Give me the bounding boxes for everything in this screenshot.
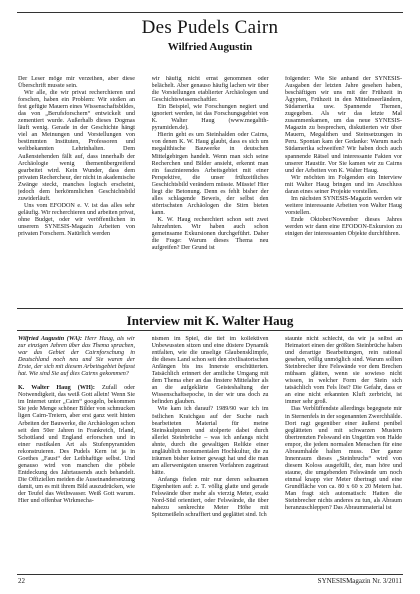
interview-paragraph: Anfangs fielen mir nur deren seltsamen Eigenheiten auf: z. T. völlig glatte und gerade Felswände über mehr als vierzig Meter, exakt Nord-Süd orientiert, oder Felswände, die über nahezu senkrechte Meter Höhe mit Spitzmeißeln schraffiert und geglättet sind. Ich — [151, 476, 269, 519]
article-paragraph: Der Leser möge mir verzeihen, aber diese Überschrift musste sein. — [18, 76, 135, 90]
interview-column-2 — [152, 336, 269, 569]
interview-column-3 — [285, 336, 402, 569]
journal-name: SYNESISMagazin Nr. 3/2011 — [317, 577, 402, 585]
article-column-1 — [18, 76, 135, 298]
interview-title: Interview mit K. Walter Haug — [126, 313, 294, 328]
section-rule — [17, 308, 403, 309]
article-columns — [18, 76, 402, 298]
answer-text: Zufall oder Notwendigkeit, das weiß Gott allein! Wenn Sie im Internet unter „Cairn“ googeln, bekommen Sie jede Menge schöner Bilder von schmucken ligen Cairn-Treiern, aber erst ganz weit hinten Arbeiten der Bauwerke, die Archäologen schon seit den 50er Jahren in Frankreich, Irland, Schottland und England erforschen und in einer rustikalen Art als Stufenpyramiden rekonstruieren. Des Pudels Kern ist ja in Goethes „Faust“ der Leibhaftige selbst. Und genauso wird von manchen die pöbele Entdeckung des Jahrtausends auch behandelt. Die Offiziellen meiden die Auseinandersetzung damit, um es mit ihrem Bild auszudrücken, wie der Teufel das Weihwasser. Weiß Gott warum. Hier und offenbar Wirkmecha- — [18, 385, 135, 505]
article-paragraph: wir häufig nicht ernst genommen oder belächelt. Aber genauso häufig lachen wir über die Vorstellungen etablierter Archäologen und Geschichtswissenschaftler. — [151, 76, 269, 104]
footer-rule — [17, 574, 403, 575]
page-number: 22 — [18, 577, 25, 585]
article-paragraph: K. W. Haug recherchiert schon seit zwei Jahrzehnten. Wir haben auch schon gemeinsame Exkursionen durchgeführt. Daher die Frage: Warum dieses Thema neu aufgreifen? Der Grund ist — [151, 216, 269, 252]
interview-question — [18, 336, 135, 378]
section-rule — [17, 330, 403, 331]
speaker-label: K. Walter Haug (WH): — [18, 385, 95, 392]
interview-paragraph: Wie kam ich darauf? 1989/90 war ich im östlichen Kraichgau auf der Suche nach bearbeiteten Material für meine Steinskulpturen und stolperte dabei durch allerlei Steinbrüche – was ich anfangs nicht ahnte, durch die gewaltigen Relikte einer ungläublich monumentalen Hochkultur, die zu träumen bisher keiner gewagt hat und die man am allerwenigsten unseren Vorfahren zugetraut hätte. — [151, 406, 269, 476]
interview-paragraph: nismen im Spiel, die tief im kollektiven Unbewussten sitzen und eine düstere Dynamik entfalten, wie die unselige Glaubensklimpfe, die dieses Land schon seit den zivilisatorischen Anfängen bis ins Innerste erschütterten. Tatsächlich erinnert der amtliche Umgang mit dem Thema eher an das finstere Mittelalter als an die aufgeklärte Geisteshaltung der Wissenschaftsepoche, in der wir uns doch zu befinden glauben. — [151, 336, 269, 406]
article-paragraph: folgender: Wie Sie anhand der SYNESIS-Ausgaben der letzten Jahre gesehen haben, beschäftigen wir uns mit der Frühzeit in Ägypten, Frühzeit in den Mittelmeerländern, Südamerika usw. Spannende Themen, zugegeben. Als wir das letzte Mal zusammenkamen, um das neue SYNESIS-Magazin zu besprechen, diskutierten wir über Mauern, Megalithen und Steinsetzungen in Peru. Spontan kam der Gedanke: Warum nach Südamerika schweifen? Wir haben doch auch spannende Rätsel und interessante Fakten vor unserer Haustür. Vor Sie kamen wir zu Cairns und der Arbeiten von K. Walter Haug. — [285, 76, 402, 174]
article-paragraph: Im nächsten SYNESIS-Magazin werden wir weitere interessante Arbeiten von Walter Haug vorstellen. — [285, 195, 402, 216]
speaker-label: Wilfried Augustin (WA): — [18, 336, 83, 342]
interview-columns — [18, 336, 402, 569]
interview-paragraph: Das Verblüffendste allerdings begegnete mir in Sternenfels in der sogenannten Zwerchhälde. Dort ragt gegenüber einer äußerst penibel geglätteten und mit schwarzen Mustern übertrenzten Felswand ein Ungetüm von Halde empor, die jedem normalen Menschen für eine Abraumhalde halten muss. Der ganze Innenraum dieses „Steinbruchs“ wird von diesem Koloss ausgefüllt, der, man höre und staune, die umgebenden Felswände um noch einmal knapp vier Meter übertragt und eine Grundfläche von ca. 80 x 60 x 20 Metern hat. Man fragt sich automatisch: Hatten die Steinbrecher nichts anderes zu tun, als Abraum heranzuschleppen? Das Abraummaterial ist — [285, 406, 402, 512]
article-paragraph: Ende Oktober/November dieses Jahres werden wir dann eine EFODON-Exkursion zu einigen der interessanten Objekte durchführen. — [285, 216, 402, 238]
article-column-3 — [285, 76, 402, 298]
article-paragraph: Wir möchten im Folgenden ein Interview mit Walter Haug bringen und im Anschluss daran eines seiner Projekte vorstellen. — [285, 174, 402, 195]
article-paragraph: Uns vom EFODON e. V. ist das alles sehr geläufig. Wir recherchieren und arbeiten privat, ohne Budget, oder wir veröffentlichen in unserem SYNESIS-Magazin Arbeiten von privaten Forschern. Natürlich werden — [18, 202, 135, 238]
interview-paragraph: staunte nicht schlecht, da wir ja selbst an Heimatort einen der größten Steinbrüche haben und derartige Bearbeitungen, rein rational gesehen, völlig unmöglich sind. Warum sollten Steinbrecher ihre Felswände vor dem Brechen mühsam glätten, wenn sie sowieso nicht wissen, in welcher Form der Stein sich tatsächlich vom Fels löst? Die Gefahr, dass er an eine nicht erkannten Kluft zerbricht, ist immer sehr groß. — [285, 336, 402, 406]
question-text: Herr Haug, als wir zur einzigen Jahren über das Thema sprachen, war das Gebiet der Cairnforschung in Deutschland noch neu und Sie waren der Erste, der sich mit diesem Arbeitsgebiet befasst hat. Wie sind Sie auf dies Cairns gekommen? — [18, 336, 135, 378]
interview-answer — [18, 385, 135, 505]
top-rule — [17, 12, 403, 13]
article-paragraph: Ein Beispiel, wie Forschungen negiert und ignoriert werden, ist das Forschungsgebiet von K. Walter Haug (www.megalith-pyramiden.de). — [151, 104, 269, 132]
article-paragraph: Wir alle, die wir privat recherchieren und forschen, haben ein Problem: Wir stoßen an fest gefügte Mauern eines Wissenschaftsbildes, das von „Berufsforschern“ entwickelt und zementiert wurde. Außerhalb dieses Dogmas läuft wenig. Gerade in der Geschichte hängt viel an Meinungen und Vorstellungen von bestimmten Instituten, Professoren und weltbekannten Lehrinhalten. Dem Außenstehenden fällt auf, dass innerhalb der Archäologie wenig themenübergreifend gearbeitet wird. Kein Wunder, dass dem privaten Rechercheur, der nicht in akademische Zwänge steckt, manches logisch erscheint, jedoch dem herkömmlichen Geschichtsbild zuwiderläuft. — [18, 90, 135, 202]
article-column-2 — [152, 76, 269, 298]
article-author: Wilfried Augustin — [167, 41, 253, 53]
article-title: Des Pudels Cairn — [141, 17, 279, 38]
article-paragraph: Hierin geht es um Steinhalden oder Cairns, von denen K. W. Haug glaubt, dass es sich um megalithische Bauwerke in deutschen Mittelgebirgen handelt. Wenn man sich seine Recherchen und Bilder ansieht, erkennt man ein faszinierendes Arbeitsgebiet mit einer Perspektive, die unser frühzeitliches Geschichtsbild verändern müsste. Müsste! Hier liegt die Betonung. Denn es fehlt bisher der alles schlagende Beweis, der selbst den störrischsten Archäologen die Stirn bieten kann. — [151, 132, 269, 216]
interview-column-1 — [18, 336, 135, 569]
